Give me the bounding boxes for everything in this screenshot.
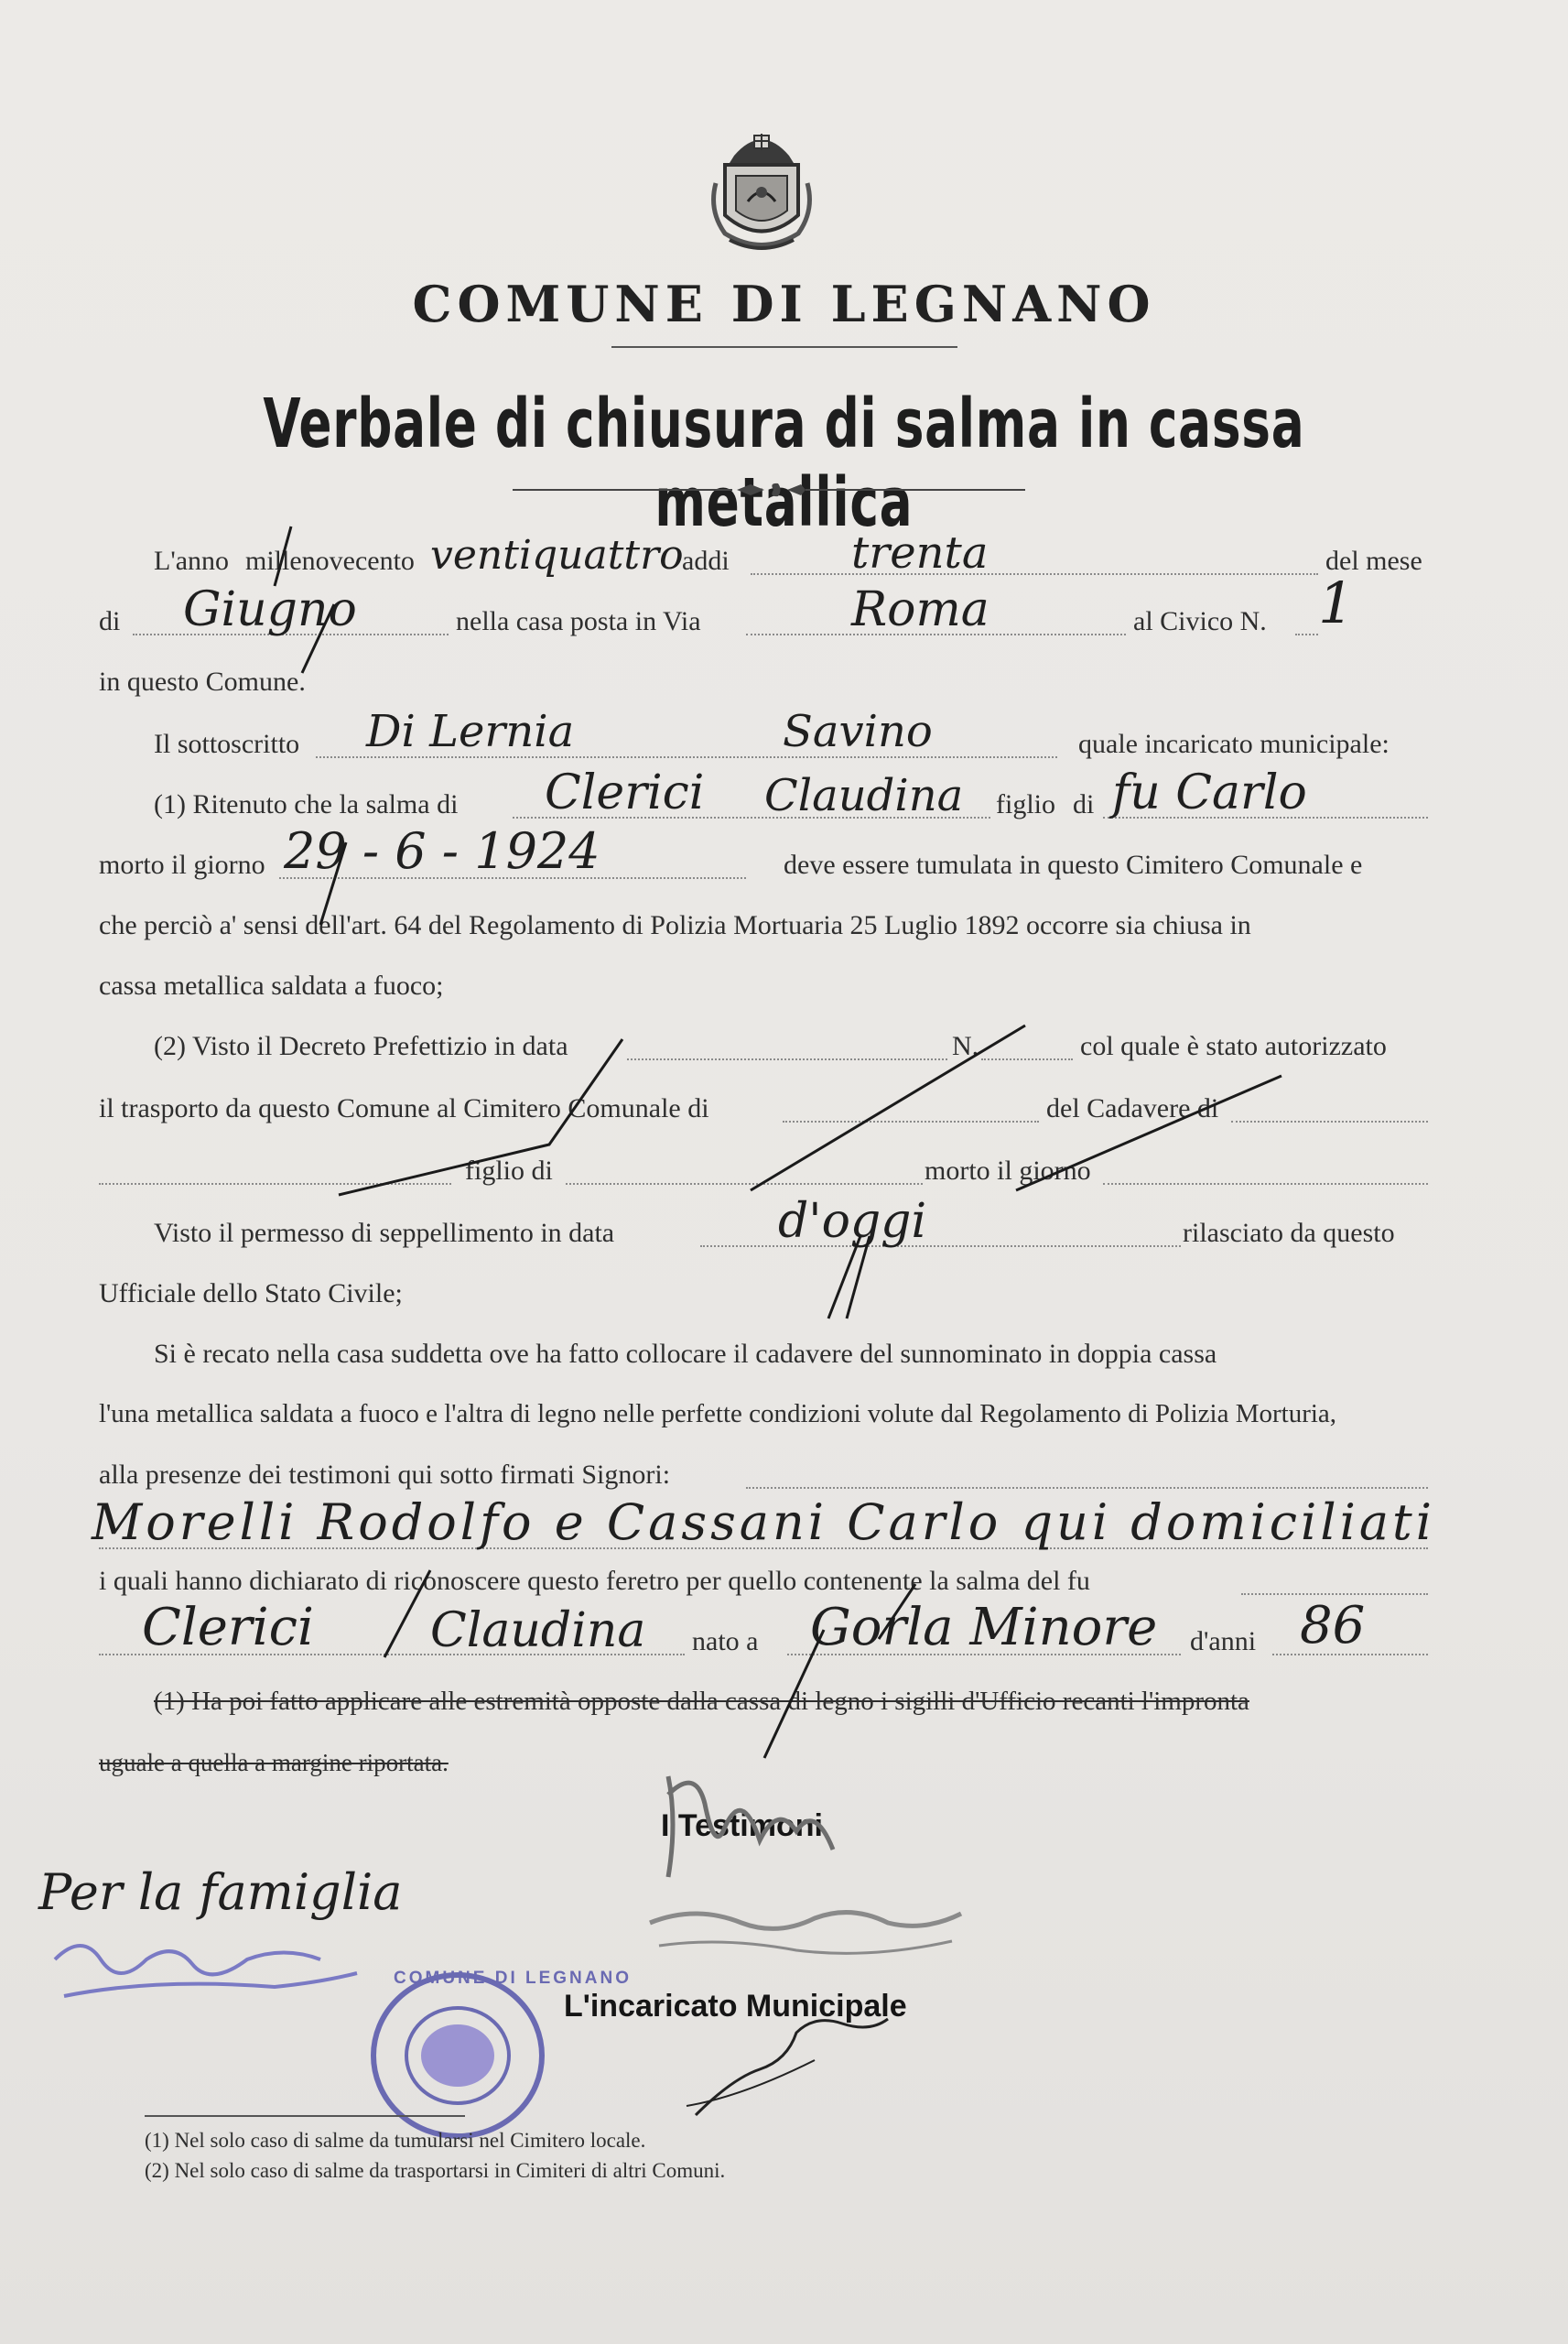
sottoscritto-label: Il sottoscritto (154, 729, 300, 759)
fu-cognome-handwritten: Clerici (142, 1598, 314, 1657)
footnote-divider (145, 2115, 465, 2117)
stato-civile-text: Ufficiale dello Stato Civile; (99, 1278, 403, 1308)
testimoni-signatures-mark (641, 1767, 989, 1996)
ornamental-divider (513, 481, 1025, 499)
al-civico-label: al Civico N. (1133, 606, 1267, 636)
decreto-data-dotted-line (627, 1058, 947, 1060)
salma-cognome-handwritten: Clerici (545, 765, 705, 820)
testimoni-names-handwritten: Morelli Rodolfo e Cassani Carlo qui domiciliati (92, 1493, 1436, 1551)
cassa-metallica-text: cassa metallica saldata a fuoco; (99, 971, 444, 1001)
millenovecento-label: millenovecento (245, 546, 415, 576)
document-title: Verbale di chiusura di salma in cassa metallica (263, 385, 1305, 542)
figlio-di-dotted-line-left (99, 1183, 451, 1185)
via-handwritten: Roma (851, 582, 989, 637)
autorizzato-label: col quale è stato autorizzato (1080, 1031, 1387, 1061)
stamp-text: COMUNE DI LEGNANO (394, 1969, 632, 1988)
regolamento-text: che perciò a' sensi dell'art. 64 del Regolamento di Polizia Mortuaria 25 Luglio 1892 occorre sia chiusa in (99, 910, 1251, 940)
del-mese-label: del mese (1325, 546, 1422, 576)
incaricato-signature-label: L'incaricato Municipale (564, 1989, 907, 2024)
morte-data-handwritten: 29 - 6 - 1924 (284, 822, 600, 880)
sottoscritto-name-handwritten: Savino (783, 706, 933, 757)
cadavere-label: del Cadavere di (1046, 1093, 1219, 1123)
mese-handwritten: Giugno (183, 582, 357, 637)
tumulata-text: deve essere tumulata in questo Cimitero Comunale e (784, 850, 1363, 880)
figlio-di-dotted-line (566, 1183, 923, 1185)
famiglia-handwritten: Per la famiglia (38, 1863, 403, 1921)
trasporto-label: il trasporto da questo Comune al Cimitero Comunale di (99, 1093, 709, 1123)
impronta-struck-text: uguale a quella a margine riportata. (99, 1749, 449, 1776)
morto-il-giorno-label: morto il giorno (925, 1156, 1091, 1186)
di-padre-label: di (1073, 789, 1095, 819)
civico-handwritten: 1 (1318, 570, 1355, 636)
visto-decreto-label: (2) Visto il Decreto Prefettizio in data (154, 1031, 568, 1061)
permesso-data-handwritten: d'oggi (778, 1194, 927, 1249)
anno-label: L'anno (154, 546, 230, 576)
nato-label: nato a (692, 1626, 759, 1656)
recato-text: Si è recato nella casa suddetta ove ha fatto collocare il cadavere del sunnominato in doppia cassa (154, 1339, 1217, 1369)
incaricato-signature-mark (659, 2005, 897, 2124)
rilasciato-label: rilasciato da questo (1183, 1218, 1395, 1248)
giorno-handwritten: trenta (851, 527, 989, 579)
testimoni-text: alla presenze dei testimoni qui sotto firmati Signori: (99, 1460, 671, 1490)
permesso-label: Visto il permesso di seppellimento in data (154, 1218, 615, 1248)
di-label: di (99, 606, 121, 636)
quali-dichiarato-text: i quali hanno dichiarato di riconoscere questo feretro per quello contenente la salma del fu (99, 1566, 1090, 1596)
salma-nome-handwritten: Claudina (764, 770, 964, 821)
in-questo-comune-text: in questo Comune. (99, 667, 306, 697)
anni-label: d'anni (1190, 1626, 1257, 1656)
incaricato-label: quale incaricato municipale: (1078, 729, 1390, 759)
footnote-1: (1) Nel solo caso di salme da tumularsi nel Cimitero locale. (145, 2129, 646, 2152)
figlio-label: figlio (996, 789, 1055, 819)
testimoni-signature-label: I Testimoni (661, 1808, 823, 1843)
salma-fu-dotted-line (1241, 1593, 1428, 1595)
fu-nome-handwritten: Claudina (430, 1603, 646, 1658)
una-metallica-text: l'una metallica saldata a fuoco e l'altra di legno nelle perfette condizioni volute dal Regolamento di Polizia Morturia, (99, 1399, 1337, 1428)
decreto-n-label: N. (952, 1031, 979, 1061)
morto-giorno-label: morto il giorno (99, 850, 265, 880)
permesso-dotted-line (700, 1245, 1181, 1247)
eta-handwritten: 86 (1300, 1596, 1366, 1655)
testimoni-dotted-line (746, 1487, 1428, 1489)
sottoscritto-surname-handwritten: Di Lernia (366, 706, 575, 757)
coat-of-arms-emblem (707, 128, 816, 256)
addi-label: addi (682, 546, 730, 576)
cimitero-dotted-line (783, 1121, 1039, 1123)
morto-giorno-dotted-line (1103, 1183, 1428, 1185)
cadavere-dotted-line (1231, 1121, 1428, 1123)
giorno-dotted-line (751, 573, 1318, 575)
decreto-n-dotted-line (981, 1058, 1073, 1060)
sigilli-struck-text: (1) Ha poi fatto applicare alle estremità opposte dalla cassa di legno i sigilli d'Ufficio recanti l'impronta (154, 1687, 1249, 1716)
padre-handwritten: fu Carlo (1112, 765, 1307, 820)
nella-casa-label: nella casa posta in Via (456, 606, 701, 636)
ritenuto-label: (1) Ritenuto che la salma di (154, 789, 459, 819)
footnote-2: (2) Nel solo caso di salme da trasportarsi in Cimiteri di altri Comuni. (145, 2159, 726, 2182)
civico-dotted-line (1295, 634, 1318, 635)
luogo-nascita-handwritten: Gorla Minore (810, 1598, 1158, 1657)
famiglia-signature-mark (46, 1923, 375, 2014)
title-divider (611, 346, 957, 348)
figlio-di-label: figlio di (465, 1156, 553, 1186)
anno-words-handwritten: ventiquattro (430, 532, 684, 579)
municipality-title: COMUNE DI LEGNANO (412, 275, 1156, 333)
